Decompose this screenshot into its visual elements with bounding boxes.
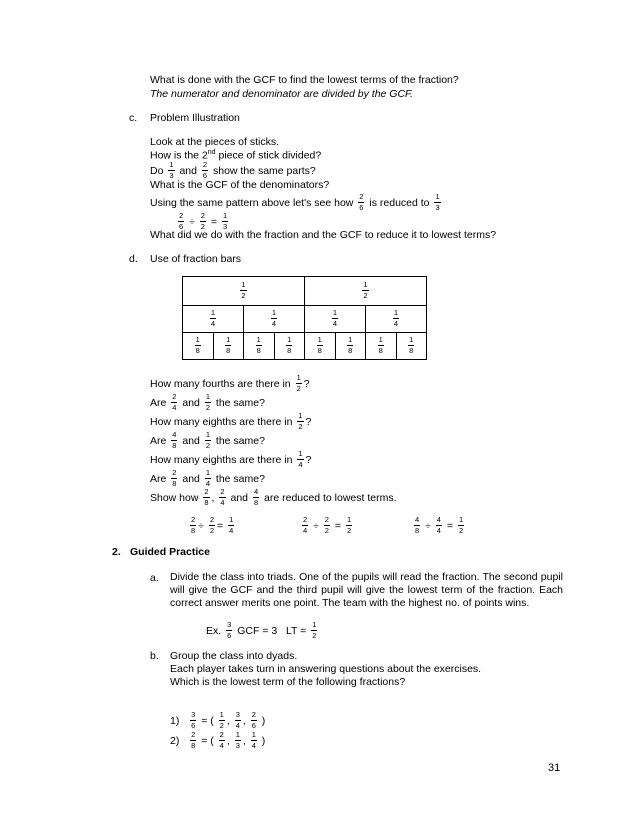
same-question-1: Are $\frac{2}{4}$ and $\frac{1}{2}$ the same?: [150, 392, 265, 412]
eighth-cell: $\frac{1}{8}$: [274, 333, 305, 360]
reduction-eq-2: $\frac{2}{4}$ ÷ $\frac{2}{2}$ = $\frac{1}{2}$: [303, 515, 352, 535]
same-question-2: Are $\frac{4}{8}$ and $\frac{1}{2}$ the same?: [150, 430, 265, 450]
fourths-question: How many fourths are there in $\frac{1}{2}$ ?: [150, 373, 310, 393]
item-b-marker: b.: [150, 650, 159, 662]
eighth-cell: $\frac{1}{8}$: [305, 333, 336, 360]
fourth-cell: $\frac{1}{4}$: [244, 306, 305, 333]
fraction: $\frac{1}{3}$: [435, 192, 440, 212]
gcf-question: What is done with the GCF to find the lowest terms of the fraction?: [150, 74, 459, 86]
eighth-cell: $\frac{1}{8}$: [366, 333, 397, 360]
half-cell: $\frac{1}{2}$: [305, 277, 427, 306]
eighth-cell: $\frac{1}{8}$: [244, 333, 275, 360]
section-2-marker: 2.: [112, 546, 121, 558]
section-d-title: Use of fraction bars: [150, 253, 242, 265]
section-c-marker: c.: [129, 112, 138, 124]
example-line: Ex. $\frac{3}{6}$ GCF = 3 LT = $\frac{1}{2}$: [206, 620, 317, 640]
eighth-cell: $\frac{1}{8}$: [213, 333, 244, 360]
fraction: $\frac{2}{6}$: [202, 160, 208, 180]
stick-question: How is the 2nd piece of stick divided?: [150, 149, 322, 162]
fraction-bars-table: [182, 276, 427, 360]
sticks-instruction: Look at the pieces of sticks.: [150, 136, 279, 148]
gcf-denominators-question: What is the GCF of the denominators?: [150, 179, 330, 191]
eighth-cell: $\frac{1}{8}$: [183, 333, 214, 360]
division-example: $\frac{2}{6}$ ÷ $\frac{2}{2}$ = $\frac{1}{3}$: [179, 211, 228, 231]
item-b-line1: Group the class into dyads.: [170, 650, 298, 662]
fourth-cell: $\frac{1}{4}$: [183, 306, 244, 333]
reduce-question: What did we do with the fraction and the GCF to reduce it to lowest terms?: [150, 229, 497, 241]
eighths-question-1: How many eighths are there in $\frac{1}{2}$ ?: [150, 411, 312, 431]
eighth-cell: $\frac{1}{8}$: [396, 333, 427, 360]
page-number: 31: [548, 762, 561, 774]
gcf-answer: The numerator and denominator are divided by the GCF.: [150, 88, 414, 100]
reduction-eq-1: $\frac{2}{8}$ ÷ $\frac{2}{2}$ = $\frac{1}{4}$: [191, 515, 234, 535]
item-a-text: Divide the class into triads. One of the pupils will read the fraction. The second pupil will give the GCF and the third pupil will give the lowest term of the fraction. Each correct answer merits one point. The team with the highest no. of points wins.: [170, 571, 563, 609]
same-parts-question: Do $\frac{1}{3}$ and $\frac{2}{6}$ show the same parts?: [150, 160, 316, 180]
section-d-marker: d.: [129, 253, 138, 265]
half-cell: $\frac{1}{2}$: [183, 277, 305, 306]
same-question-3: Are $\frac{2}{8}$ and $\frac{1}{4}$ the same?: [150, 468, 265, 488]
show-how-line: Show how $\frac{2}{8}$ , $\frac{2}{4}$ and $\frac{4}{8}$ are reduced to lowest terms.: [150, 487, 397, 507]
eighth-cell: $\frac{1}{8}$: [335, 333, 366, 360]
item-b-line3: Which is the lowest term of the following fractions?: [170, 676, 406, 688]
fraction: $\frac{1}{3}$: [169, 160, 174, 180]
fraction: $\frac{2}{6}$: [359, 192, 364, 212]
section-2-title: Guided Practice: [130, 546, 210, 558]
section-c-title: Problem Illustration: [150, 112, 240, 124]
fourth-cell: $\frac{1}{4}$: [366, 306, 427, 333]
reduction-eq-3: $\frac{4}{8}$ ÷ $\frac{4}{4}$ = $\frac{1}{2}$: [415, 515, 464, 535]
reduce-pattern-line: Using the same pattern above let's see how $\frac{2}{6}$ is reduced to $\frac{1}{3}$: [150, 192, 440, 212]
fourth-cell: $\frac{1}{4}$: [305, 306, 366, 333]
eighths-question-2: How many eighths are there in $\frac{1}{4}$ ?: [150, 449, 312, 469]
item-a-marker: a.: [150, 572, 159, 584]
exercise-item-2: 2) $\frac{2}{8}$ = ( $\frac{2}{4}$ , $\frac{1}{3}$ , $\frac{1}{4}$ ): [170, 730, 266, 750]
exercise-item-1: 1) $\frac{3}{6}$ = ( $\frac{1}{2}$ , $\frac{3}{4}$ , $\frac{2}{6}$ ): [170, 710, 266, 730]
item-b-line2: Each player takes turn in answering questions about the exercises.: [170, 663, 482, 675]
